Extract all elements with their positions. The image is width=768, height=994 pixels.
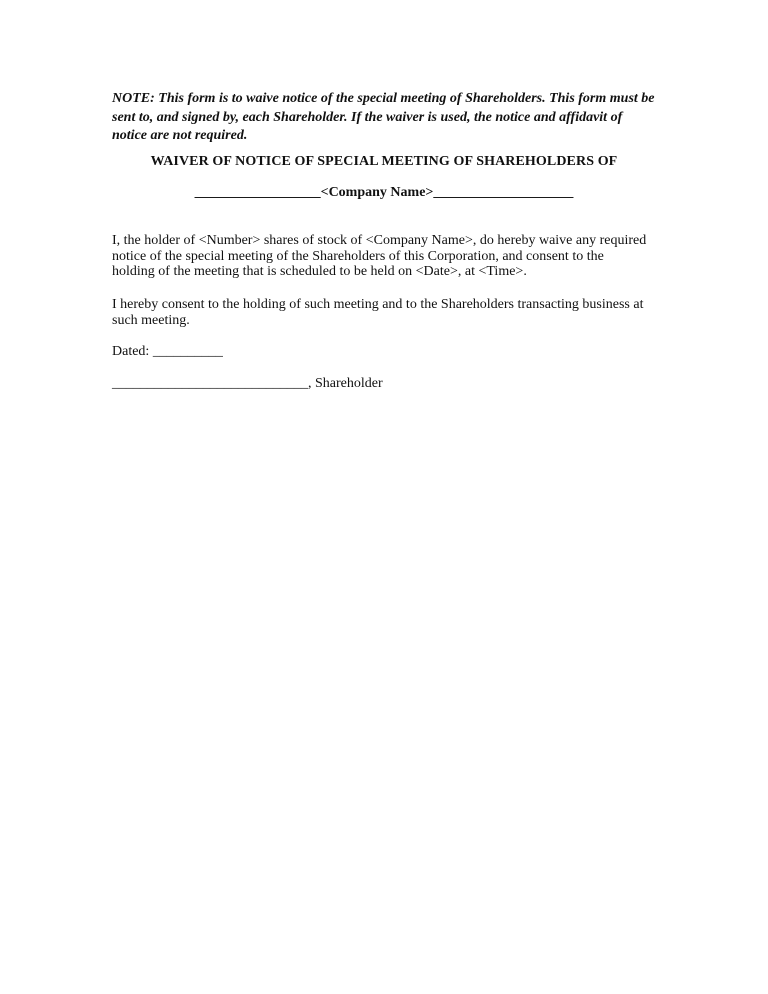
consent-paragraph: I hereby consent to the holding of such meeting and to the Shareholders transacting business at such meeting. <box>112 297 644 328</box>
waiver-paragraph: I, the holder of <Number> shares of stock of <Company Name>, do hereby waive any required notice of the special meeting of the Shareholders of this Corporation, and consent to the holding of the meeting that is scheduled to be held on <Date>, at <Time>. <box>112 233 647 279</box>
instruction-note: NOTE: This form is to waive notice of the special meeting of Shareholders. This form must be sent to, and signed by, each Shareholder. If the waiver is used, the notice and affidavit of notice are not required. <box>112 91 655 143</box>
document-title: WAIVER OF NOTICE OF SPECIAL MEETING OF SHAREHOLDERS OF <box>150 154 618 169</box>
company-name-line: __________________<Company Name>____________________ <box>194 185 574 200</box>
dated-line: Dated: __________ <box>112 344 223 359</box>
shareholder-signature-line: ____________________________, Shareholder <box>112 376 383 391</box>
